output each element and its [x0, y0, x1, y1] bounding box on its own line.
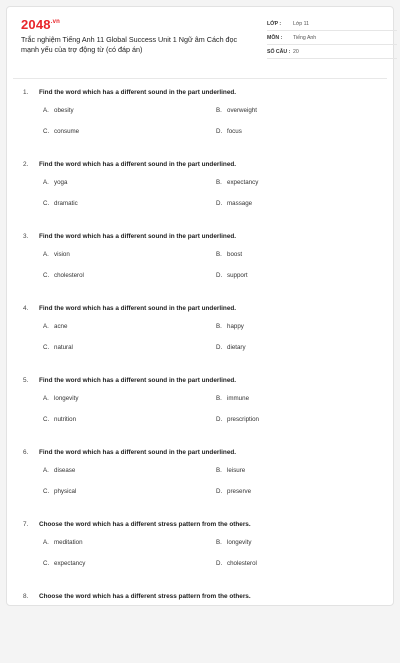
option-word: acne [54, 323, 68, 330]
question-item [23, 591, 379, 663]
answer-option[interactable] [43, 106, 213, 116]
option-letter: D. [216, 128, 223, 135]
answer-option[interactable] [216, 559, 386, 569]
option-letter: D. [216, 200, 223, 207]
logo-main: 2048 [21, 17, 51, 32]
answer-option[interactable] [43, 466, 213, 476]
option-letter: A. [43, 107, 49, 114]
question-prompt: Find the word which has a different sound in the part underlined. [39, 305, 237, 312]
option-word: consume [54, 128, 80, 135]
option-letter: D. [216, 416, 223, 423]
option-letter: A. [43, 395, 49, 402]
meta-row-subject [267, 31, 397, 45]
option-letter: A. [43, 323, 49, 330]
meta-key: LỚP : [267, 20, 282, 27]
option-word: focus [227, 128, 242, 135]
option-word: vision [54, 251, 70, 258]
option-word: expectancy [227, 179, 259, 186]
answer-options [23, 394, 379, 442]
option-word: meditation [54, 539, 83, 546]
option-letter: A. [43, 539, 49, 546]
option-letter: A. [43, 467, 49, 474]
answer-option[interactable] [216, 466, 386, 476]
question-number: 8. [23, 593, 29, 600]
question-item [23, 303, 379, 375]
question-prompt: Find the word which has a different sound in the part underlined. [39, 233, 237, 240]
question-number: 1. [23, 89, 29, 96]
question-item [23, 231, 379, 303]
option-letter: D. [216, 344, 223, 351]
option-letter: B. [216, 251, 222, 258]
answer-option[interactable] [43, 322, 213, 332]
question-text [23, 303, 379, 315]
answer-options [23, 178, 379, 226]
meta-row-class [267, 17, 397, 31]
answer-option[interactable] [216, 178, 386, 188]
answer-option[interactable] [43, 538, 213, 548]
meta-key: SỐ CÂU : [267, 48, 291, 55]
question-item [23, 519, 379, 591]
option-word: longevity [227, 539, 252, 546]
meta-value: 20 [293, 48, 299, 55]
option-word: expectancy [54, 560, 86, 567]
option-word: overweight [227, 107, 257, 114]
option-word: prescription [227, 416, 259, 423]
question-item [23, 87, 379, 159]
option-word: support [227, 272, 248, 279]
answer-option[interactable] [43, 394, 213, 404]
answer-option[interactable] [43, 127, 213, 137]
answer-option[interactable] [43, 271, 213, 281]
answer-option[interactable] [216, 250, 386, 260]
meta-value: Tiếng Anh [293, 34, 317, 41]
answer-option[interactable] [43, 415, 213, 425]
option-letter: C. [43, 200, 50, 207]
question-prompt: Find the word which has a different sound in the part underlined. [39, 449, 237, 456]
option-word: dramatic [54, 200, 78, 207]
option-letter: A. [43, 251, 49, 258]
option-letter: B. [216, 179, 222, 186]
option-letter: C. [43, 416, 50, 423]
option-word: massage [227, 200, 253, 207]
question-prompt: Find the word which has a different sound in the part underlined. [39, 161, 237, 168]
option-word: happy [227, 323, 244, 330]
option-letter: C. [43, 272, 50, 279]
answer-options [23, 466, 379, 514]
meta-row-count [267, 45, 397, 59]
question-list [23, 87, 379, 663]
option-letter: B. [216, 107, 222, 114]
answer-option[interactable] [216, 538, 386, 548]
option-word: preserve [227, 488, 252, 495]
answer-option[interactable] [216, 127, 386, 137]
option-word: natural [54, 344, 73, 351]
option-word: leisure [227, 467, 246, 474]
question-number: 2. [23, 161, 29, 168]
option-word: disease [54, 467, 76, 474]
question-text [23, 159, 379, 171]
worksheet-title: Trắc nghiệm Tiếng Anh 11 Global Success Unit 1 Ngữ âm Cách đọc mạnh yếu của trợ động từ (có đáp án) [21, 35, 238, 54]
option-letter: D. [216, 560, 223, 567]
question-prompt: Find the word which has a different sound in the part underlined. [39, 377, 237, 384]
answer-option[interactable] [216, 394, 386, 404]
answer-options [23, 250, 379, 298]
question-number: 6. [23, 449, 29, 456]
question-number: 5. [23, 377, 29, 384]
option-letter: D. [216, 488, 223, 495]
option-letter: B. [216, 395, 222, 402]
meta-info [267, 17, 397, 59]
question-text [23, 87, 379, 99]
question-item [23, 375, 379, 447]
answer-option[interactable] [43, 199, 213, 209]
question-item [23, 159, 379, 231]
option-word: immune [227, 395, 250, 402]
question-prompt: Choose the word which has a different stress pattern from the others. [39, 593, 251, 600]
question-text [23, 231, 379, 243]
answer-option[interactable] [216, 106, 386, 116]
answer-options [23, 322, 379, 370]
option-letter: C. [43, 128, 50, 135]
answer-option[interactable] [216, 415, 386, 425]
question-text [23, 519, 379, 531]
option-letter: D. [216, 272, 223, 279]
question-text [23, 375, 379, 387]
answer-option[interactable] [216, 343, 386, 353]
option-letter: B. [216, 539, 222, 546]
answer-options [23, 538, 379, 586]
answer-option[interactable] [43, 178, 213, 188]
question-text [23, 447, 379, 459]
option-word: yoga [54, 179, 68, 186]
answer-option[interactable] [43, 559, 213, 569]
question-text [23, 591, 379, 603]
answer-option[interactable] [43, 487, 213, 497]
answer-options [23, 106, 379, 154]
answer-option[interactable] [216, 487, 386, 497]
option-word: nutrition [54, 416, 77, 423]
worksheet-header [21, 17, 379, 67]
question-prompt: Choose the word which has a different stress pattern from the others. [39, 521, 251, 528]
option-word: physical [54, 488, 77, 495]
meta-value: Lớp 11 [293, 20, 309, 27]
option-word: dietary [227, 344, 246, 351]
option-word: cholesterol [227, 560, 257, 567]
option-letter: B. [216, 323, 222, 330]
header-divider [13, 78, 387, 79]
meta-key: MÔN : [267, 34, 283, 41]
option-letter: C. [43, 560, 50, 567]
option-word: obesity [54, 107, 74, 114]
logo-suffix: .vn [50, 19, 61, 25]
option-letter: B. [216, 467, 222, 474]
answer-option[interactable] [216, 322, 386, 332]
option-letter: C. [43, 488, 50, 495]
option-letter: A. [43, 179, 49, 186]
question-number: 3. [23, 233, 29, 240]
question-item [23, 447, 379, 519]
question-number: 4. [23, 305, 29, 312]
answer-option[interactable] [43, 343, 213, 353]
option-word: longevity [54, 395, 79, 402]
option-word: boost [227, 251, 243, 258]
worksheet [6, 6, 394, 606]
question-number: 7. [23, 521, 29, 528]
option-letter: C. [43, 344, 50, 351]
answer-option[interactable] [43, 250, 213, 260]
question-prompt: Find the word which has a different sound in the part underlined. [39, 89, 237, 96]
answer-option[interactable] [216, 271, 386, 281]
option-word: cholesterol [54, 272, 84, 279]
answer-option[interactable] [216, 199, 386, 209]
